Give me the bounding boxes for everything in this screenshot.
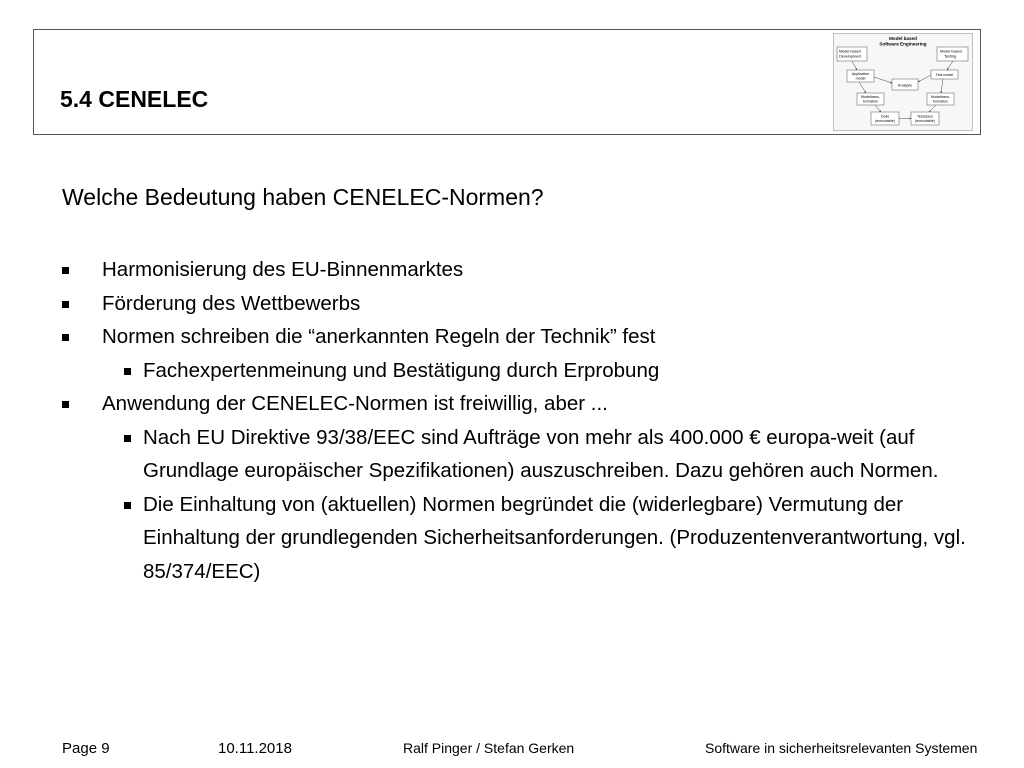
sub-bullet-item (0, 354, 973, 388)
node-mbt-line2: Testing (944, 54, 957, 59)
footer-course-title: Software in sicherheitsrelevanten Systemen (705, 740, 978, 756)
node-mt-right-line2: formation (933, 99, 948, 104)
bullet-text: Nach EU Direktive 93/38/EEC sind Aufträge von mehr als 400.000 € europa-weit (auf Grundlage europäischer Spezifikationen) auszuschreiben. Dazu gehören auch Normen. (143, 425, 939, 482)
diagram-title-line2: Software Engineering (879, 41, 927, 47)
main-question: Welche Bedeutung haben CENELEC-Normen? (62, 184, 544, 210)
bullet-item (0, 387, 962, 421)
square-bullet-icon (62, 301, 69, 308)
node-mbd-line1: Model based (839, 49, 861, 54)
node-app-line2: model (855, 76, 866, 81)
square-bullet-icon (62, 334, 69, 341)
square-bullet-icon (62, 267, 69, 274)
bullet-item (0, 287, 962, 321)
bullet-text: Harmonisierung des EU-Binnenmarktes (102, 258, 464, 281)
node-code-line2: (executable) (875, 119, 895, 123)
bullet-list (0, 253, 1024, 588)
node-mbt-line1: Model based (940, 49, 962, 54)
node-mt-left-line2: formation (863, 99, 878, 104)
bullet-text: Förderung des Wettbewerbs (102, 291, 361, 315)
footer-authors: Ralf Pinger / Stefan Gerken (403, 740, 575, 756)
bullet-item (0, 320, 962, 354)
node-mbd-line2: Development (839, 54, 862, 59)
bullet-item (0, 253, 962, 287)
diagram-title-line1: Model based (889, 36, 917, 41)
model-based-engineering-diagram (833, 33, 973, 131)
node-mt-right-line1: Modeltrans- (931, 95, 950, 99)
node-mt-left-line1: Modeltrans- (861, 95, 880, 99)
footer-date: 10.11.2018 (218, 740, 292, 757)
bullet-text: Normen schreiben die “anerkannten Regeln der Technik” fest (102, 325, 656, 348)
node-analysis: Analysis (897, 83, 913, 88)
sub-bullet-item (0, 488, 973, 589)
square-bullet-icon (124, 502, 131, 509)
section-title: 5.4 CENELEC (60, 86, 209, 112)
square-bullet-icon (124, 368, 131, 375)
node-code-line1: Code (880, 114, 890, 119)
square-bullet-icon (62, 401, 69, 408)
node-test-model: Test model (935, 73, 954, 77)
square-bullet-icon (124, 435, 131, 442)
node-testcases-line2: (executable) (915, 119, 935, 123)
footer-page-number: Page 9 (62, 740, 110, 757)
bullet-text: Die Einhaltung von (aktuellen) Normen begründet die (widerlegbare) Vermutung der Einhaltung der grundlegenden Sicherheitsanforderungen. (Produzentenverantwortung, vgl. 85/374/EEC) (143, 492, 966, 583)
bullet-text: Anwendung der CENELEC-Normen ist freiwillig, aber ... (102, 392, 608, 415)
sub-bullet-item (0, 421, 973, 488)
bullet-text: Fachexpertenmeinung und Bestätigung durch Erprobung (143, 358, 660, 382)
node-testcases-line1: Testcases (917, 114, 933, 119)
node-app-line1: Application (851, 72, 870, 76)
